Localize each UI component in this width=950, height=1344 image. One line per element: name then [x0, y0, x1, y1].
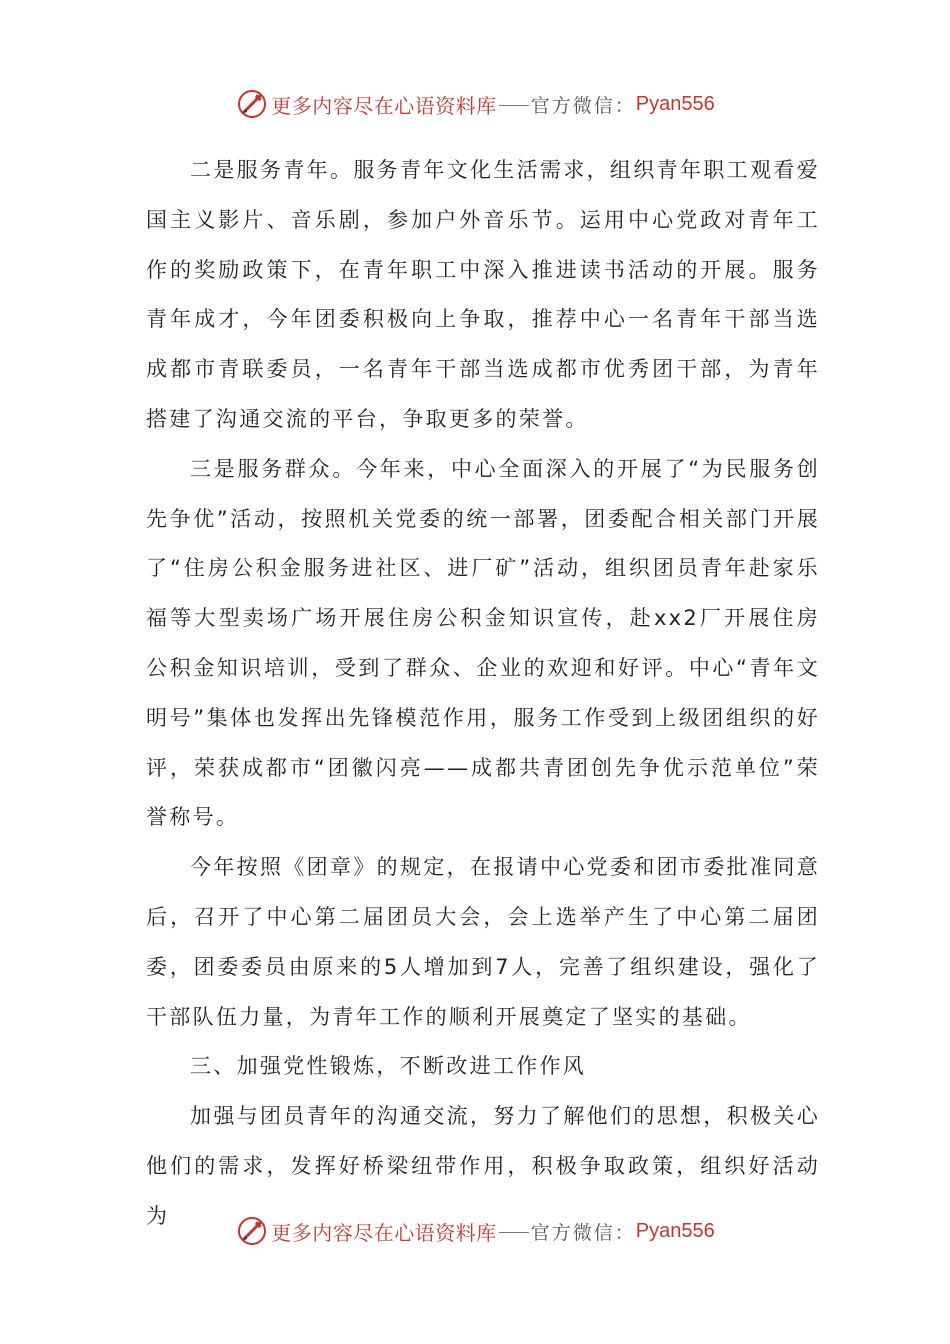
paragraph-serve-public: 三是服务群众。今年来，中心全面深入的开展了“为民服务创先争优”活动，按照机关党委的统一部署，团委配合相关部门开展了“住房公积金服务进社区、进厂矿”活动，组织团员青年赴家乐福等大型卖场广场开展住房公积金知识宣传，赴xx2厂开展住房公积金知识培训，受到了群众、企业的欢迎和好评。中心“青年文明号”集体也发挥出先锋模范作用，服务工作受到上级团组织的好评，荣获成都市“团徽闪亮——成都共青团创先争优示范单位”荣誉称号。 — [146, 456, 820, 830]
document-body — [146, 146, 820, 1242]
paragraph-organization: 今年按照《团章》的规定，在报请中心党委和团市委批准同意后，召开了中心第二届团员大会，会上选举产生了中心第二届团委，团委委员由原来的5人增加到7人，完善了组织建设，强化了干部队伍力量，为青年工作的顺利开展奠定了坚实的基础。 — [146, 855, 820, 1029]
footer-wechat-label: 官方微信： — [530, 1221, 636, 1244]
header-dash — [499, 105, 529, 106]
header-banner — [0, 84, 950, 124]
footer-dash — [499, 1232, 529, 1233]
paragraph-communication: 加强与团员青年的沟通交流，努力了解他们的思想，积极关心他们的需求，发挥好桥梁纽带作用，积极争取政策，组织好活动为 — [146, 1104, 820, 1228]
paragraph-serve-youth: 二是服务青年。服务青年文化生活需求，组织青年职工观看爱国主义影片、音乐剧，参加户外音乐节。运用中心党政对青年工作的奖励政策下，在青年职工中深入推进读书活动的开展。服务青年成才，今年团委积极向上争取，推荐中心一名青年干部当选成都市青联委员，一名青年干部当选成都市优秀团干部，为青年搭建了沟通交流的平台，争取更多的荣誉。 — [146, 158, 820, 431]
section-heading-3: 三、加强党性锻炼，不断改进工作作风 — [190, 1054, 587, 1079]
pen-logo-icon — [235, 1214, 269, 1248]
footer-wechat-id: Pyan556 — [635, 1219, 715, 1242]
pen-logo-icon — [235, 87, 269, 121]
header-brand-text: 更多内容尽在心语资料库 — [271, 93, 497, 118]
header-wechat-id: Pyan556 — [635, 92, 715, 115]
footer-brand-text: 更多内容尽在心语资料库 — [271, 1220, 497, 1245]
header-wechat-label: 官方微信： — [530, 94, 636, 117]
footer-banner — [0, 1211, 950, 1251]
